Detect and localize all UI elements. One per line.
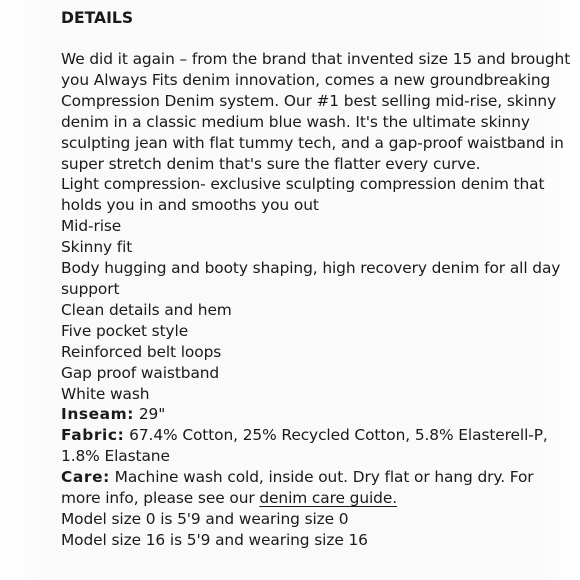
inseam-value: 29" <box>134 405 166 424</box>
inseam-spec <box>61 404 571 425</box>
fabric-value: 67.4% Cotton, 25% Recycled Cotton, 5.8% Elasterell-P, 1.8% Elastane <box>61 426 548 466</box>
feature-item: White wash <box>61 384 150 403</box>
feature-item: Five pocket style <box>61 321 189 340</box>
feature-item: Skinny fit <box>61 238 133 257</box>
feature-item: Light compression- exclusive sculpting compression denim that holds you in and smooths you out <box>61 175 545 215</box>
inseam-label: Inseam: <box>61 405 135 424</box>
product-details-section <box>61 8 571 551</box>
care-spec <box>61 467 571 509</box>
fabric-spec <box>61 425 571 467</box>
feature-item: Gap proof waistband <box>61 363 220 382</box>
feature-item: Body hugging and booty shaping, high recovery denim for all day support <box>61 259 561 298</box>
fabric-label: Fabric: <box>61 426 125 445</box>
feature-item: Clean details and hem <box>61 300 232 319</box>
feature-item: Reinforced belt loops <box>61 342 222 361</box>
feature-item: Mid-rise <box>61 217 122 236</box>
model-size-info: Model size 0 is 5'9 and wearing size 0 <box>61 509 349 528</box>
care-label: Care: <box>61 468 110 487</box>
denim-care-guide-link[interactable]: denim care guide. <box>259 489 398 508</box>
care-value: Machine wash cold, inside out. Dry flat or hang dry. For more info, please see our <box>61 468 534 508</box>
model-size-info: Model size 16 is 5'9 and wearing size 16 <box>61 530 368 549</box>
details-heading: DETAILS <box>61 9 134 27</box>
product-description: We did it again – from the brand that invented size 15 and brought you Always Fits denim innovation, comes a new groundbreaking Compression Denim system. Our #1 best selling mid-rise, skinny denim in a classic medium blue wash. It's the ultimate skinny sculpting jean with flat tummy tech, and a gap-proof waistband in super stretch denim that's sure the flatter every curve. <box>61 50 571 173</box>
feature-list <box>61 174 571 404</box>
page-edge-left <box>0 0 40 580</box>
